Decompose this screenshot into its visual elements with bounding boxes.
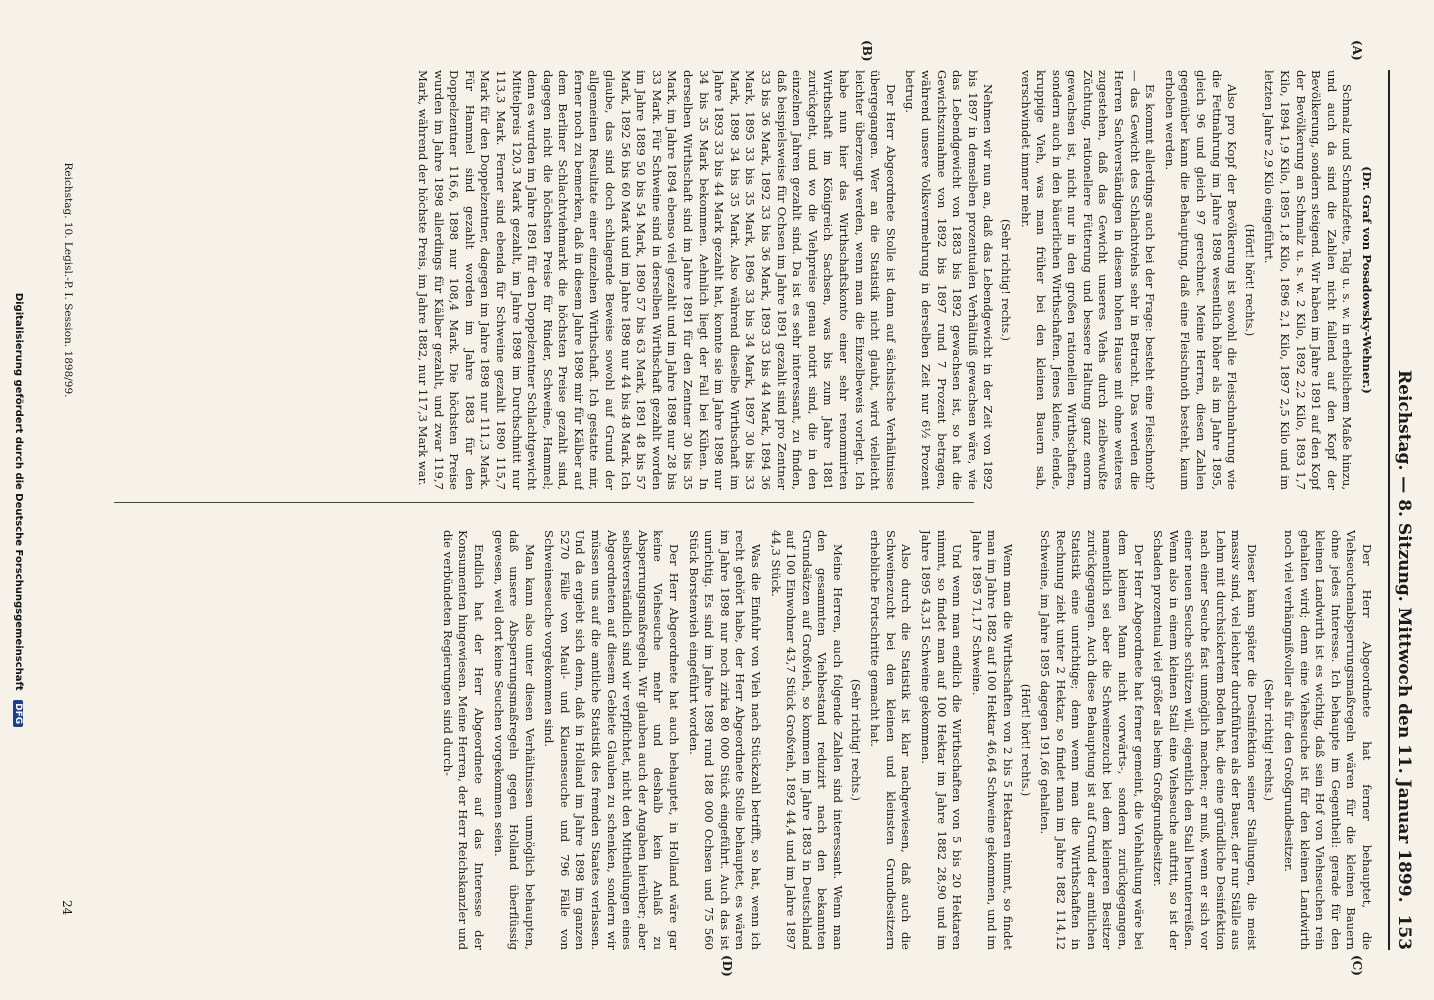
page-header [1388, 70, 1416, 950]
margin-letter-a: (A) [1350, 40, 1364, 61]
paragraph: Schmalz und Schmalzfette, Talg u. s. w. in erheblichem Maße hinzu, und auch da sind die Zahlen nicht fallend auf den Kopf der Bevölkerung, sondern steigend. Wir haben im Jahre 1891 auf den Kopf der Bevölkerung an Schmalz u. s. w. 2 Kilo, 1892 2,2 Kilo, 1893 1,7 Kilo, 1894 1,9 Kilo, 1895 1,8 Kilo, 1896 2,1 Kilo, 1897 2,5 Kilo und im letzten Jahre 2,9 Kilo eingeführt. [1262, 70, 1355, 490]
paragraph: Also pro Kopf der Bevölkerung ist sowohl die Fleischnahrung wie die Fettnahrung im Jahre 1898 wesentlich höher als im Jahre 1895, gleich 96 und gleich 97 gerechnet. Meine Herren, diesen Zahlen gegenüber kann die Behauptung, daß eine Fleischnoth besteht, kaum erhoben werden. [1162, 70, 1240, 490]
paragraph: Der Herr Abgeordnete hat ferner gemeint, die Viehhaltung wäre bei dem kleinen Mann nicht vorwärts-, sondern zurückgegangen, namentlich sei aber die Schweinezucht bei dem kleineren Besitzer zurückgegangen. Auch diese Behauptung ist auf Grund der amtlichen Statistik eine unrichtige; denn wenn man die Wirthschaften in Rechnung zieht unter 2 Hektar, so findet man im Jahre 1882 114,12 Schweine, im Jahre 1895 dagegen 191,66 gehalten. [1038, 530, 1146, 950]
paragraph: Der Herr Abgeordnete Stolle ist dann auf sächsische Verhältnisse übergegangen. Wer an die Statistik nicht glaubt, wird vielleicht leichter überzeugt werden, wenn man die Einzelbeweis vorlegt. Ich habe nun hier das Wirthschaftskonto einer sehr renommirten Wirthschaft im Königreich Sachsen, was bis zum Jahre 1881 zurückgeht, und wo die Viehpreise genau notirt sind, die in den einzelnen Jahren gezahlt sind. Da ist es sehr interessant, zu finden, daß beispielsweise für Ochsen im Jahre 1891 gezahlt sind pro Zentner 33 bis 36 Mark, 1892 33 bis 36 Mark, 1893 33 bis 44 Mark, 1894 36 Mark, 1895 33 bis 35 Mark, 1896 33 bis 34 Mark, 1897 30 bis 33 Mark, 1898 34 bis 35 Mark. Also während dieselbe Wirthschaft im Jahre 1893 33 bis 44 Mark gezahlt hat, konnte sie im Jahre 1898 nur 34 bis 35 Mark bekommen. Aehnlich liegt der Fall bei Kühen. In derselben Wirthschaft sind im Jahre 1891 für den Zentner 30 bis 35 Mark, im Jahre 1894 ebenso viel gezahlt und im Jahre 1898 nur 28 bis 33 Mark. Für Schweine sind in derselben Wirthschaft gezahlt worden im Jahre 1889 50 bis 54 Mark, 1890 57 bis 63 Mark, 1891 48 bis 57 Mark, 1892 56 bis 60 Mark und im Jahre 1898 nur 44 bis 48 Mark. Ich glaube, das sind doch schlagende Beweise sowohl auf Grund der allgemeinen Resultate einer einzelnen Wirthschaft. Ich gestatte mir, ferner noch zu bemerken, daß in diesem Jahre 1898 mir für Kälber auf dem Berliner Schlachtviehmarkt die höchsten Preise gezahlt sind, dagegen nicht die höchsten Preise für Rinder, Schweine, Hammel; denn es wurden im Jahre 1891 für den Doppelzentner Schlachtgewicht Mittelpreis 120,3 Mark gezahlt, im Jahre 1898 im Durchschnitt nur 113,3 Mark. Ferner sind ebenda für Schweine gezahlt 1890 115,7 Mark für den Doppelzentner, dagegen im Jahre 1898 nur 111,3 Mark. Für Hammel sind gezahlt worden im Jahre 1883 für den Doppelzentner 116,6, 1898 nur 108,4 Mark. Die höchsten Preise wurden im Jahre 1898 allerdings für Kälber gezahlt, und zwar 119,7 Mark, während der höchste Preis, im Jahre 1882, nur 117,3 Mark war. [415, 70, 898, 490]
margin-letter-b: (B) [860, 40, 874, 62]
left-column [94, 70, 1374, 490]
speaker-attribution: (Dr. Graf von Posadowsky-Wehner.) [1360, 166, 1374, 394]
paragraph: Der Herr Abgeordnete hat ferner behauptet, die Viehseuchenabsperrungsmaßregeln wären für die kleinen Bauern ohne jedes Interesse. Ich behaupte im Gegentheil: gerade für den kleinen Landwirth ist es wichtig, daß sein Hof von Viehseuchen rein gehalten wird; denn eine Viehseuche ist für den kleinen Landwirth noch viel verhängnißvoller als für den Großgrundbesitzer. [1282, 530, 1374, 950]
paragraph: Man kann also unter diesen Verhältnissen unmöglich behaupten, daß unsere Absperrungsmaßregeln gegen Holland überflüssig gewesen, weil dort keine Seuchen vorgekommen seien. [491, 530, 537, 950]
paragraph: Dieser kann später die Desinfektion seiner Stallungen, die meist massiv sind, viel leichter durchführen als der Bauer, der nur Ställe aus Lehm mit durchsickertem Boden hat, die eine gründliche Desinfektion nach einer Seuche fast unmöglich machen; er muß, wenn er sich vor einer neuen Seuche schützen will, eigentlich den Stall herunterreißen. Wenn also in einem kleinen Stall eine Viehseuche auftritt, so ist der Schaden prozentual viel größer als beim Großgrundbesitzer. [1151, 530, 1259, 950]
interjection: (Sehr richtig! rechts.) [1262, 679, 1276, 801]
page-number: 153 [1394, 914, 1414, 950]
interjection: (Hört! hört! rechts.) [1018, 683, 1032, 797]
paragraph: Es kommt allerdings auch bei der Frage: besteht eine Fleischnoth? — das Gewicht des Schlachtviehs sehr in Betracht. Das werden die Herren Sachverständigen in diesem hohen Hause mit ohne weiteres zugestehen, daß das Gewicht unseres Viehs durch zielbewußte Züchtung, rationellere Fütterung und bessere Haltung ganz enorm gewachsen ist, nicht nur in den großen rationellen Wirthschaften, sondern auch in den bäuerlichen Wirthschaften. Jenes kleine, elende, kruppige Vieh, was man früher bei den kleinen Bauern sah, verschwindet immer mehr. [1018, 70, 1158, 490]
interjection: (Sehr richtig! rechts.) [848, 679, 862, 801]
interjection: (Hört! hört! rechts.) [1242, 223, 1256, 337]
digitization-notice [13, 70, 24, 950]
interjection: (Sehr richtig! rechts.) [998, 219, 1012, 341]
dfg-logo: DFG [13, 700, 23, 727]
digitization-text: Digitalisierung gefördert durch die Deutsche Forschungsgemeinschaft [13, 292, 24, 691]
column-divider [114, 502, 974, 503]
paragraph: Der Herr Abgeordnete hat auch behauptet, in Holland wäre gar keine Viehseuche mehr und deshalb kein Anlaß zu Absperrungsmaßregeln. Wir glauben auch der Angaben hierüber; aber selbstverständlich sind wir verpflichtet, nicht den Mittheilungen eines Abgeordneten auf diesem Gebiete Glauben zu schenken, sondern wir müssen uns auf die amtliche Statistik des fremden Staates verlassen. Und da ergiebt sich denn, daß in Holland im Jahre 1898 im ganzen 5270 Fälle von Maul- und Klauenseuche und 796 Fälle von Schweineseuche vorgekommen sind. [542, 530, 682, 950]
paragraph: Wenn man die Wirthschaften von 2 bis 5 Hektaren nimmt, so findet man im Jahre 1882 auf 100 Hektar 46,64 Schweine gekommen, und im Jahre 1895 71,17 Schweine. [969, 530, 1015, 950]
page-title: Reichstag. — 8. Sitzung. Mittwoch den 11. Januar 1899. [1394, 370, 1414, 903]
paragraph: Meine Herren, auch folgende Zahlen sind interessant. Wenn man den gesammten Viehbestand reduzirt nach den bekannten Grundsätzen auf Großvieh, so kommen im Jahre 1883 in Deutschland auf 100 Einwohner 43,7 Stück Großvieh, 1892 44,4 und im Jahre 1897 44,3 Stück. [768, 530, 845, 950]
paragraph: Was die Einfuhr von Vieh nach Stückzahl betrifft, so hat, wenn ich recht gehört habe, der Herr Abgeordnete Stolle behauptet, es wären im Jahre 1898 nur noch zirka 80 000 Stück eingeführt. Auch das ist unrichtig. Es sind im Jahre 1898 rund 188 000 Ochsen und 75 560 Stück Borstenvieh eingeführt worden. [686, 530, 764, 950]
margin-letter-d: (D) [720, 955, 734, 977]
paragraph: Und wenn man endlich die Wirthschaften von 5 bis 20 Hektaren nimmt, so findet man auf 100 Hektar im Jahre 1882 28,90 und im Jahre 1895 43,31 Schweine gekommen. [918, 530, 965, 950]
sheet-number: 24 [60, 900, 74, 916]
paragraph: Nehmen wir nun an, daß das Lebendgewicht in der Zeit von 1892 bis 1897 in demselben prozentualen Verhältniß gewachsen wäre, wie das Lebendgewicht von 1883 bis 1892 gewachsen ist, so hat die Gewichtszunahme von 1892 bis 1897 rund 7 Prozent betragen, während unsere Volksvermehrung in derselben Zeit nur 6½ Prozent betrug. [903, 70, 996, 490]
session-footer: Reichstag. 10. Legisl.-P. I. Session. 1898/99. [62, 162, 74, 398]
paragraph: Also durch die Statistik ist klar nachgewiesen, daß auch die Schweinezucht bei den kleinen und kleinsten Grundbesitzern erhebliche Fortschritte gemacht hat. [868, 530, 914, 950]
margin-letter-c: (C) [1350, 955, 1364, 976]
paragraph: Endlich hat der Herr Abgeordnete auf das Interesse der Konsumenten hingewiesen. Meine Herren, der Herr Reichskanzler und die verbündeten Regierungen sind durch- [440, 530, 486, 950]
right-column [94, 530, 1374, 950]
